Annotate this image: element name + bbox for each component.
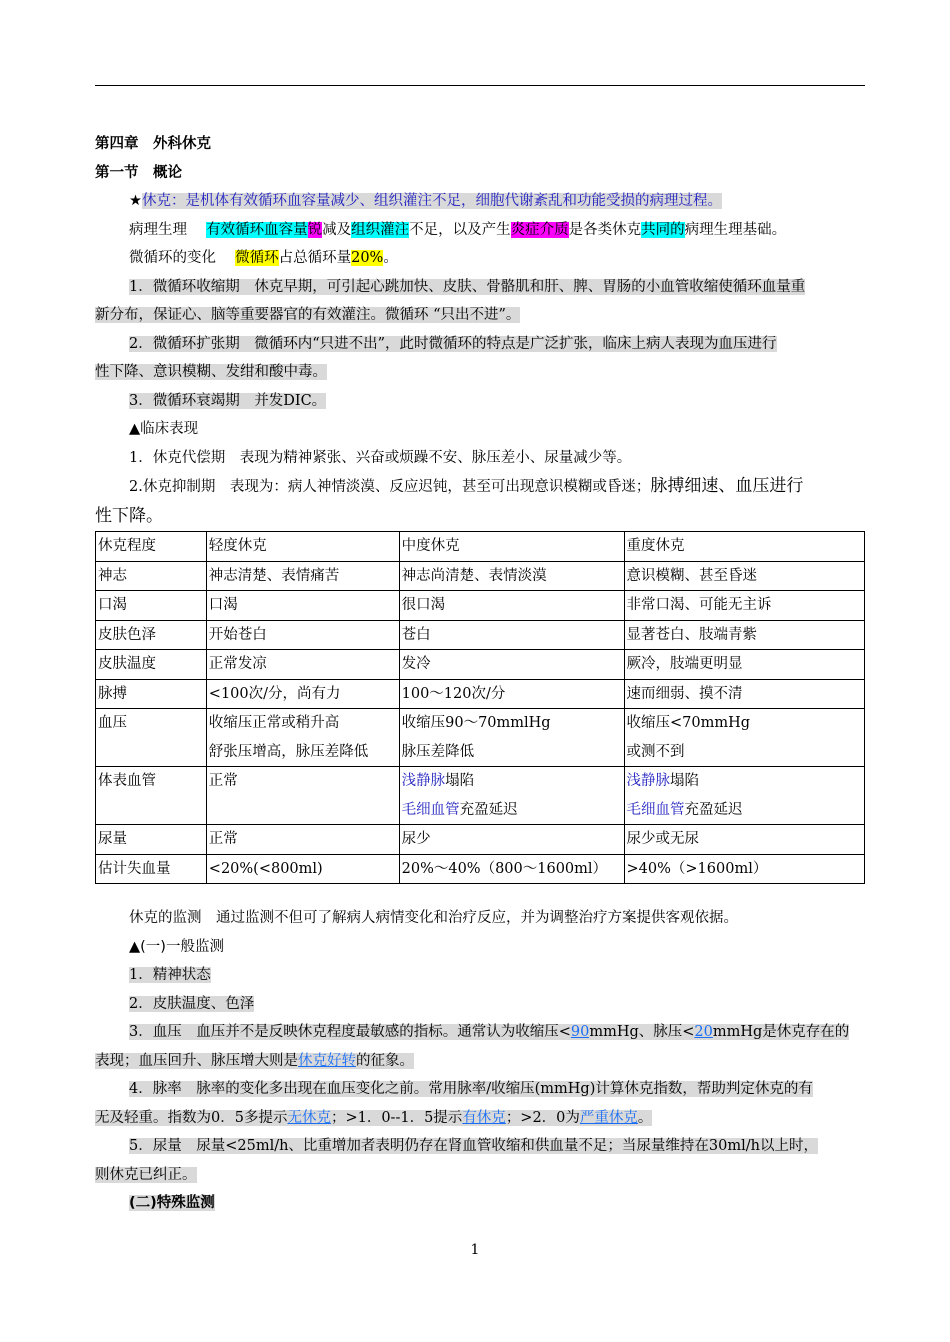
cell-line: 苍白 [401, 626, 431, 643]
gm-mental [95, 961, 865, 990]
clinical-decompensated [95, 472, 865, 502]
text: 通过监测不但可了解病人病情变化和治疗反应，并为调整治疗方案提供客观依据。 [216, 910, 738, 926]
stage2-line1 [95, 330, 865, 359]
highlight-mediators: 炎症介质 [510, 221, 569, 238]
cell-line: <100次/分，尚有力 [208, 685, 341, 702]
cell-line: 速而细弱、摸不清 [626, 685, 743, 702]
cell-mild [206, 561, 399, 591]
text: 则休克已纠正。 [95, 1166, 197, 1183]
text: 无及轻重。指数为0．5多提示 [95, 1109, 288, 1126]
table-row [96, 854, 865, 884]
cell-severe [624, 561, 864, 591]
row-label-cell: 口渴 [96, 591, 207, 621]
table-row [96, 679, 865, 709]
cell-line: 厥冷，肢端更明显 [626, 656, 743, 672]
text: 1．微循环收缩期 休克早期，可引起心跳加快、皮肤、骨骼肌和肝、脾、胃肠的小血管收缩使循环血量重 [129, 278, 806, 295]
highlight-20pct: 20% [351, 250, 384, 266]
cell-moderate [399, 825, 624, 855]
capillary-term: 毛细血管 [401, 801, 460, 818]
definition-text: 休克：是机体有效循环血容量减少、组织灌注不足，细胞代谢紊乱和功能受损的病理过程。 [142, 193, 722, 209]
vessel-rest: 充盈延迟 [684, 801, 743, 818]
stage1-line1 [95, 273, 865, 302]
table-row [96, 620, 865, 650]
cell-line: 收缩压90～70mmlHg [401, 715, 551, 731]
bp-line2 [95, 1047, 865, 1076]
text: mmHg是休克存在的 [712, 1024, 850, 1040]
cell-severe [624, 650, 864, 680]
cell-mild [206, 650, 399, 680]
row-label-cell: 尿量 [96, 825, 207, 855]
highlight-volume: 有效循环血容量 [206, 221, 308, 238]
star-icon: ★ [129, 193, 142, 209]
row-label-cell: 体表血管 [96, 767, 207, 825]
microcirculation-label: 微循环的变化 [129, 250, 216, 266]
cell-line: 舒张压增高，脉压差降低 [208, 743, 369, 760]
highlight-shock: 有休克 [462, 1109, 506, 1126]
cell-line: 正常 [208, 773, 238, 789]
cell-line [627, 796, 862, 825]
clinical-title: ▲临床表现 [129, 421, 199, 437]
cell-severe [624, 854, 864, 884]
cell-severe [624, 679, 864, 709]
cell-line: 显著苍白、肢端青紫 [626, 626, 758, 643]
text: 1．精神状态 [129, 967, 211, 983]
vessel-rest: 充盈延迟 [459, 801, 518, 818]
cell-line: 神志清楚、表情痛苦 [208, 567, 340, 584]
cell-line: 收缩压正常或稍升高 [208, 715, 340, 731]
cell-severe [624, 709, 864, 767]
text: 不足，以及产生 [409, 221, 511, 238]
cell-severe [624, 620, 864, 650]
cell-severe [624, 825, 864, 855]
text: 是各类休克 [568, 221, 642, 238]
pathophysiology-paragraph [95, 216, 865, 245]
cell-line: 正常 [208, 831, 238, 847]
cell-line: 尿少 [401, 831, 431, 847]
cell-line: 100～120次/分 [401, 685, 506, 702]
cell-mild [206, 709, 399, 767]
cell-mild [206, 767, 399, 825]
general-monitoring-title: ▲(一)一般监测 [129, 938, 224, 955]
cell-line: 收缩压<70mmHg [626, 715, 751, 731]
table-row [96, 767, 865, 825]
pathophysiology-label: 病理生理 [129, 221, 187, 238]
cell-line: 神志尚清楚、表情淡漠 [401, 567, 547, 584]
cell-line: 很口渴 [401, 597, 446, 613]
stage1-line2 [95, 301, 865, 330]
highlight-sharp: 锐 [307, 221, 323, 238]
row-label-cell: 脉搏 [96, 679, 207, 709]
monitoring-paragraph [95, 904, 865, 933]
cell-moderate [399, 591, 624, 621]
stage3-line [95, 387, 865, 416]
cell-line: 发冷 [401, 656, 431, 672]
text: 2．微循环扩张期 微循环内“只进不出”，此时微循环的特点是广泛扩张，临床上病人表现为血压进行 [129, 335, 777, 352]
cell-line: 正常发凉 [208, 656, 267, 672]
cell-line: 口渴 [208, 597, 238, 613]
text: 病理生理基础。 [684, 221, 787, 238]
text: 新分布，保证心、脑等重要器官的有效灌注。微循环 “只出不进”。 [95, 307, 521, 323]
cell-line [627, 767, 862, 796]
text: 性下降、意识模糊、发绀和酸中毒。 [95, 364, 327, 380]
section-title: 第一节 概论 [95, 164, 182, 181]
page-number: 1 [470, 1242, 480, 1258]
vein-term: 浅静脉 [626, 773, 671, 789]
microcirculation-paragraph [95, 244, 865, 273]
table-row [96, 650, 865, 680]
cell-mild [206, 591, 399, 621]
cell-moderate [399, 854, 624, 884]
text: 。 [383, 250, 398, 266]
text: 2．皮肤温度、色泽 [129, 995, 255, 1012]
special-monitoring-title [95, 1189, 865, 1218]
cell-line: 尿少或无尿 [626, 831, 700, 847]
text: 占总循环量 [278, 250, 352, 266]
highlight-no-shock: 无休克 [287, 1109, 331, 1126]
text: ；>1．0--1．5提示 [330, 1109, 463, 1126]
text: 减及 [322, 221, 352, 238]
cell-mild [206, 679, 399, 709]
vein-term: 浅静脉 [401, 773, 446, 789]
cell-mild [206, 620, 399, 650]
row-label-cell: 神志 [96, 561, 207, 591]
vessel-rest: 塌陷 [670, 773, 700, 789]
cell-line: 20%～40%（800～1600ml） [401, 860, 608, 877]
urine-line2 [95, 1161, 865, 1190]
table-row [96, 591, 865, 621]
cell-line: >40%（>1600ml） [626, 860, 768, 877]
highlight-20: 20 [694, 1024, 713, 1040]
table-row [96, 561, 865, 591]
table-header-cell: 休克程度 [96, 532, 207, 562]
cell-moderate [399, 767, 624, 825]
cell-severe [624, 767, 864, 825]
text: ；>2．0为 [505, 1109, 580, 1126]
cell-line: 脉压差降低 [401, 743, 475, 760]
highlight-microcirc: 微循环 [235, 250, 279, 266]
text: mmHg、脉压< [589, 1024, 695, 1040]
table-row [96, 825, 865, 855]
bp-line1 [95, 1018, 865, 1047]
pulse-line1 [95, 1075, 865, 1104]
shock-grade-table [95, 531, 865, 884]
vessel-rest: 塌陷 [445, 773, 475, 789]
capillary-term: 毛细血管 [626, 801, 685, 818]
cell-line [402, 796, 622, 825]
pulse-line2 [95, 1104, 865, 1133]
cell-line: 意识模糊、甚至昏迷 [626, 567, 758, 584]
text: 表现；血压回升、脉压增大则是 [95, 1052, 298, 1069]
clinical-compensated: 1．休克代偿期 表现为精神紧张、兴奋或烦躁不安、脉压差小、尿量减少等。 [129, 449, 632, 466]
text: (二)特殊监测 [129, 1195, 215, 1211]
header-rule [95, 85, 865, 86]
cell-mild [206, 854, 399, 884]
cell-line: 非常口渴、可能无主诉 [626, 597, 772, 613]
text: 3．血压 血压并不是反映休克程度最敏感的指标。通常认为收缩压< [129, 1024, 571, 1040]
table-header-cell: 中度休克 [399, 532, 624, 562]
highlight-improving: 休克好转 [298, 1052, 356, 1069]
text: 脉搏细速、血压进行 [650, 476, 804, 496]
cell-moderate [399, 620, 624, 650]
table-row [96, 709, 865, 767]
stage2-line2 [95, 358, 865, 387]
text: 。 [637, 1109, 653, 1126]
gm-skin [95, 990, 865, 1019]
clinical-decompensated-cont: 性下降。 [95, 505, 163, 526]
highlight-severe-shock: 严重休克 [579, 1109, 638, 1126]
highlight-common: 共同的 [641, 221, 685, 238]
highlight-90: 90 [570, 1024, 590, 1040]
cell-severe [624, 591, 864, 621]
chapter-title: 第四章 外科休克 [95, 136, 211, 152]
row-label-cell: 血压 [96, 709, 207, 767]
cell-moderate [399, 709, 624, 767]
document-body [95, 130, 865, 1218]
row-label-cell: 皮肤温度 [96, 650, 207, 680]
row-label-cell: 估计失血量 [96, 854, 207, 884]
shock-definition [95, 187, 865, 216]
highlight-perfusion: 组织灌注 [351, 221, 410, 238]
text: 的征象。 [356, 1052, 414, 1069]
text: 4．脉率 脉率的变化多出现在血压变化之前。常用脉率/收缩压(mmHg)计算休克指数，帮助判定休克的有 [129, 1081, 813, 1097]
urine-line1 [95, 1132, 865, 1161]
table-header-row [96, 532, 865, 562]
cell-line [402, 767, 622, 796]
table-header-cell: 轻度休克 [206, 532, 399, 562]
text: 2.休克抑制期 表现为：病人神情淡漠、反应迟钝，甚至可出现意识模糊或昏迷； [129, 479, 651, 495]
cell-moderate [399, 679, 624, 709]
cell-line: 或测不到 [626, 743, 685, 760]
monitoring-label: 休克的监测 [129, 910, 202, 926]
cell-line: 开始苍白 [208, 626, 267, 643]
cell-moderate [399, 561, 624, 591]
text: 5．尿量 尿量<25ml/h、比重增加者表明仍存在肾血管收缩和供血量不足；当尿量维持在30ml/h以上时， [129, 1138, 818, 1154]
table-header-cell: 重度休克 [624, 532, 864, 562]
text: 3．微循环衰竭期 并发DIC。 [129, 392, 327, 409]
cell-mild [206, 825, 399, 855]
row-label-cell: 皮肤色泽 [96, 620, 207, 650]
cell-line: <20%(<800ml) [208, 860, 323, 877]
cell-moderate [399, 650, 624, 680]
